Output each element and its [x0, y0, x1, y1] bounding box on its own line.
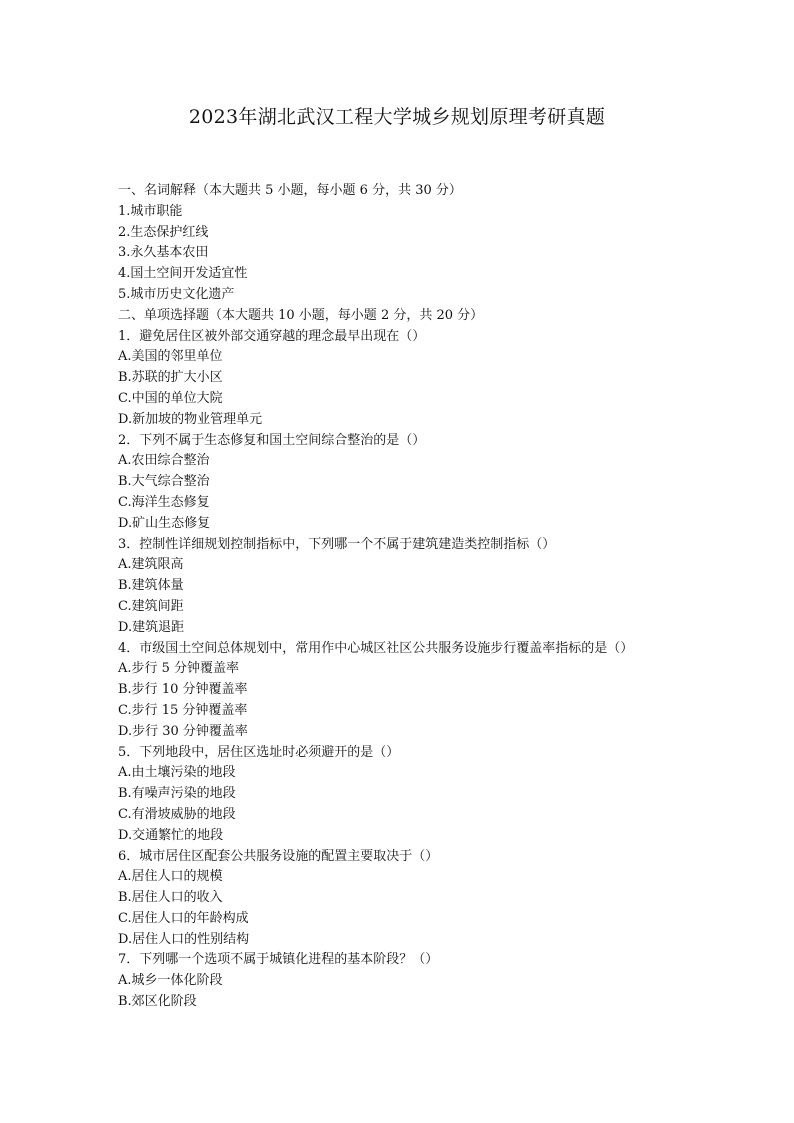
- option-item: A.美国的邻里单位: [118, 349, 223, 365]
- option-item: C.中国的单位大院: [118, 390, 223, 406]
- option-item: D.交通繁忙的地段: [118, 827, 224, 843]
- term-item: 2.生态保护红线: [118, 224, 209, 240]
- term-item: 5.城市历史文化遗产: [118, 286, 235, 302]
- section-heading: 二、单项选择题（本大题共 10 小题，每小题 2 分，共 20 分）: [118, 307, 484, 323]
- document-title: 2023年湖北武汉工程大学城乡规划原理考研真题: [188, 106, 606, 128]
- option-item: A.步行 5 分钟覆盖率: [118, 661, 240, 677]
- option-item: B.大气综合整治: [118, 474, 210, 490]
- term-item: 1.城市职能: [118, 203, 183, 219]
- term-item: 4.国土空间开发适宜性: [118, 266, 248, 282]
- option-item: D.步行 30 分钟覆盖率: [118, 723, 248, 739]
- option-item: D.新加坡的物业管理单元: [118, 411, 263, 427]
- option-item: D.居住人口的性别结构: [118, 931, 250, 947]
- option-item: B.有噪声污染的地段: [118, 786, 236, 802]
- option-item: B.郊区化阶段: [118, 994, 197, 1010]
- question-text: 2．下列不属于生态修复和国土空间综合整治的是（）: [118, 432, 426, 448]
- question-text: 7．下列哪一个选项不属于城镇化进程的基本阶段？（）: [118, 952, 439, 968]
- option-item: A.建筑限高: [118, 557, 184, 573]
- option-item: C.海洋生态修复: [118, 494, 210, 510]
- option-item: C.建筑间距: [118, 598, 184, 614]
- question-text: 6．城市居住区配套公共服务设施的配置主要取决于（）: [118, 848, 439, 864]
- document-body: [118, 181, 758, 1013]
- option-item: A.居住人口的规模: [118, 869, 223, 885]
- question-text: 1．避免居住区被外部交通穿越的理念最早出现在（）: [118, 328, 426, 344]
- option-item: C.居住人口的年龄构成: [118, 910, 249, 926]
- option-item: B.步行 10 分钟覆盖率: [118, 682, 248, 698]
- question-text: 4．市级国土空间总体规划中，常用作中心城区社区公共服务设施步行覆盖率指标的是（）: [118, 640, 634, 656]
- option-item: D.建筑退距: [118, 619, 185, 635]
- option-item: C.有滑坡威胁的地段: [118, 806, 236, 822]
- option-item: B.苏联的扩大小区: [118, 370, 223, 386]
- option-item: B.建筑体量: [118, 578, 184, 594]
- option-item: D.矿山生态修复: [118, 515, 211, 531]
- term-item: 3.永久基本农田: [118, 245, 209, 261]
- question-text: 5．下列地段中，居住区选址时必须避开的是（）: [118, 744, 400, 760]
- option-item: B.居住人口的收入: [118, 890, 223, 906]
- option-item: A.城乡一体化阶段: [118, 973, 223, 989]
- option-item: A.由土壤污染的地段: [118, 765, 236, 781]
- option-item: C.步行 15 分钟覆盖率: [118, 702, 248, 718]
- question-text: 3．控制性详细规划控制指标中，下列哪一个不属于建筑建造类控制指标（）: [118, 536, 556, 552]
- option-item: A.农田综合整治: [118, 453, 210, 469]
- section-heading: 一、名词解释（本大题共 5 小题，每小题 6 分，共 30 分）: [118, 183, 462, 198]
